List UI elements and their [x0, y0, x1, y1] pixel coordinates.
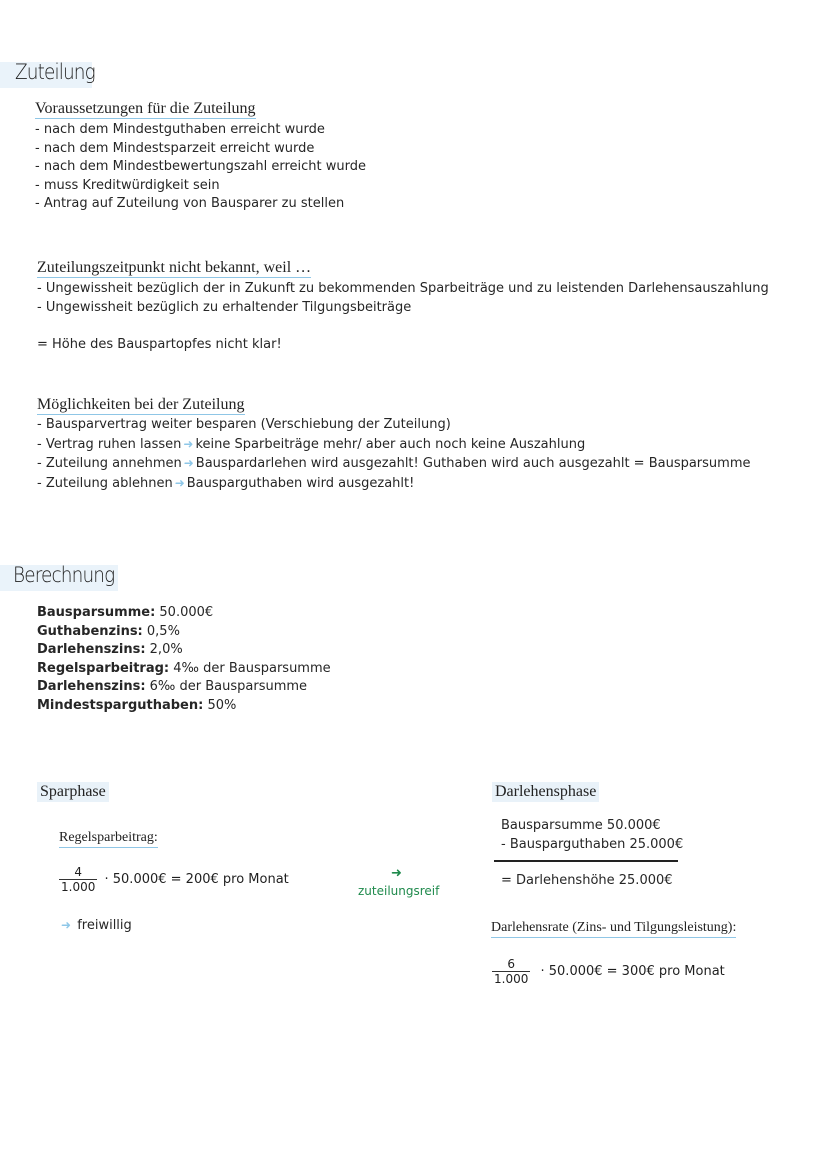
item-end: Bausparguthaben wird ausgezahlt!: [186, 475, 415, 491]
fraction: [59, 865, 97, 894]
section-title-zuteilung: Zuteilung: [15, 60, 95, 84]
arrow-right-icon: ➜: [391, 866, 402, 881]
section-title-berechnung: Berechnung: [13, 563, 115, 587]
fact-value: 2,0%: [145, 642, 183, 658]
result-darlehenshoehe: = Darlehenshöhe 25.000€: [501, 873, 673, 888]
heading-moeglichkeiten: Möglichkeiten bei der Zuteilung: [37, 396, 245, 413]
fraction-denominator: 1.000: [494, 972, 529, 986]
formula-darlehensrate: [492, 957, 725, 986]
conclusion-text: = Höhe des Bauspartopfes nicht klar!: [37, 337, 282, 352]
fact-value: 0,5%: [142, 623, 180, 639]
fact-row: [37, 697, 331, 716]
fact-label: Darlehenszins:: [37, 642, 146, 658]
list-item: - Antrag auf Zuteilung von Bausparer zu stellen: [35, 196, 345, 212]
arrow-right-icon: ➜: [183, 456, 194, 471]
label-zuteilungsreif: zuteilungsreif: [358, 884, 440, 898]
heading-voraussetzungen: Voraussetzungen für die Zuteilung: [35, 100, 256, 117]
fact-value: 50.000€: [155, 605, 214, 620]
fact-label: Mindestsparguthaben:: [37, 697, 204, 713]
list-item: - muss Kreditwürdigkeit sein: [35, 177, 220, 193]
list-moeglichkeiten: [37, 416, 751, 493]
list-item: [37, 435, 751, 455]
fact-row: [37, 604, 331, 623]
calc-darlehen: [501, 817, 683, 854]
fact-row: [37, 678, 331, 697]
fact-label: Guthabenzins:: [37, 623, 143, 639]
heading-darlehensrate: Darlehensrate (Zins- und Tilgungsleistung):: [491, 919, 736, 938]
formula-sparphase: [59, 865, 289, 894]
list-item: - nach dem Mindestbewertungszahl erreicht wurde: [35, 159, 367, 175]
heading-regelsparbeitrag: Regelsparbeitrag:: [59, 829, 158, 848]
list-voraussetzungen: [35, 121, 366, 214]
item-start: - Zuteilung annehmen: [37, 456, 182, 472]
arrow-right-icon: ➜: [174, 475, 185, 490]
list-item: [37, 454, 751, 474]
note-freiwillig: [59, 916, 132, 936]
fact-row: [37, 641, 331, 660]
fact-label: Bausparsumme:: [37, 605, 156, 620]
item-start: - Vertrag ruhen lassen: [37, 436, 182, 452]
heading-sparphase: Sparphase: [37, 782, 109, 802]
fact-value: 4‰ der Bausparsumme: [169, 660, 331, 676]
calc-line: - Bausparguthaben 25.000€: [501, 836, 684, 852]
item-start: - Zuteilung ablehnen: [37, 475, 173, 491]
list-item: - nach dem Mindestsparzeit erreicht wurde: [35, 140, 315, 156]
fact-row: [37, 660, 331, 679]
fact-value: 6‰ der Bausparsumme: [145, 679, 308, 695]
sum-rule: [494, 860, 678, 862]
heading-darlehensphase: Darlehensphase: [492, 782, 599, 802]
facts-list: [37, 604, 331, 716]
list-item: - Ungewissheit bezüglich zu erhaltender Tilgungsbeiträge: [37, 299, 412, 315]
formula-text: · 50.000€ = 300€ pro Monat: [540, 964, 725, 979]
item-end: Bauspardarlehen wird ausgezahlt! Guthaben wird auch ausgezahlt = Bausparsumme: [195, 456, 751, 472]
list-zuteilungszeitpunkt: [37, 280, 769, 317]
formula-text: · 50.000€ = 200€ pro Monat: [104, 872, 289, 887]
calc-line: Bausparsumme 50.000€: [501, 818, 661, 833]
note-text: freiwillig: [77, 918, 132, 933]
item-end: keine Sparbeiträge mehr/ aber auch noch keine Auszahlung: [195, 436, 586, 452]
list-item: - Bausparvertrag weiter besparen (Verschiebung der Zuteilung): [37, 417, 451, 432]
list-item: - Ungewissheit bezüglich der in Zukunft zu bekommenden Sparbeiträge und zu leistenden Darlehensauszahlung: [37, 281, 769, 296]
fraction-denominator: 1.000: [61, 880, 96, 894]
fact-row: [37, 623, 331, 642]
fact-label: Darlehenszins:: [37, 679, 146, 695]
fact-label: Regelsparbeitrag:: [37, 660, 170, 676]
arrow-right-icon: ➜: [61, 918, 72, 932]
list-item: [37, 474, 751, 494]
heading-zuteilungszeitpunkt: Zuteilungszeitpunkt nicht bekannt, weil …: [37, 259, 312, 276]
list-item: - nach dem Mindestguthaben erreicht wurde: [35, 122, 325, 137]
fraction: [492, 957, 530, 986]
fraction-numerator: 4: [74, 865, 82, 879]
fraction-numerator: 6: [507, 957, 515, 971]
fact-value: 50%: [203, 697, 237, 713]
arrow-right-icon: ➜: [183, 436, 194, 451]
